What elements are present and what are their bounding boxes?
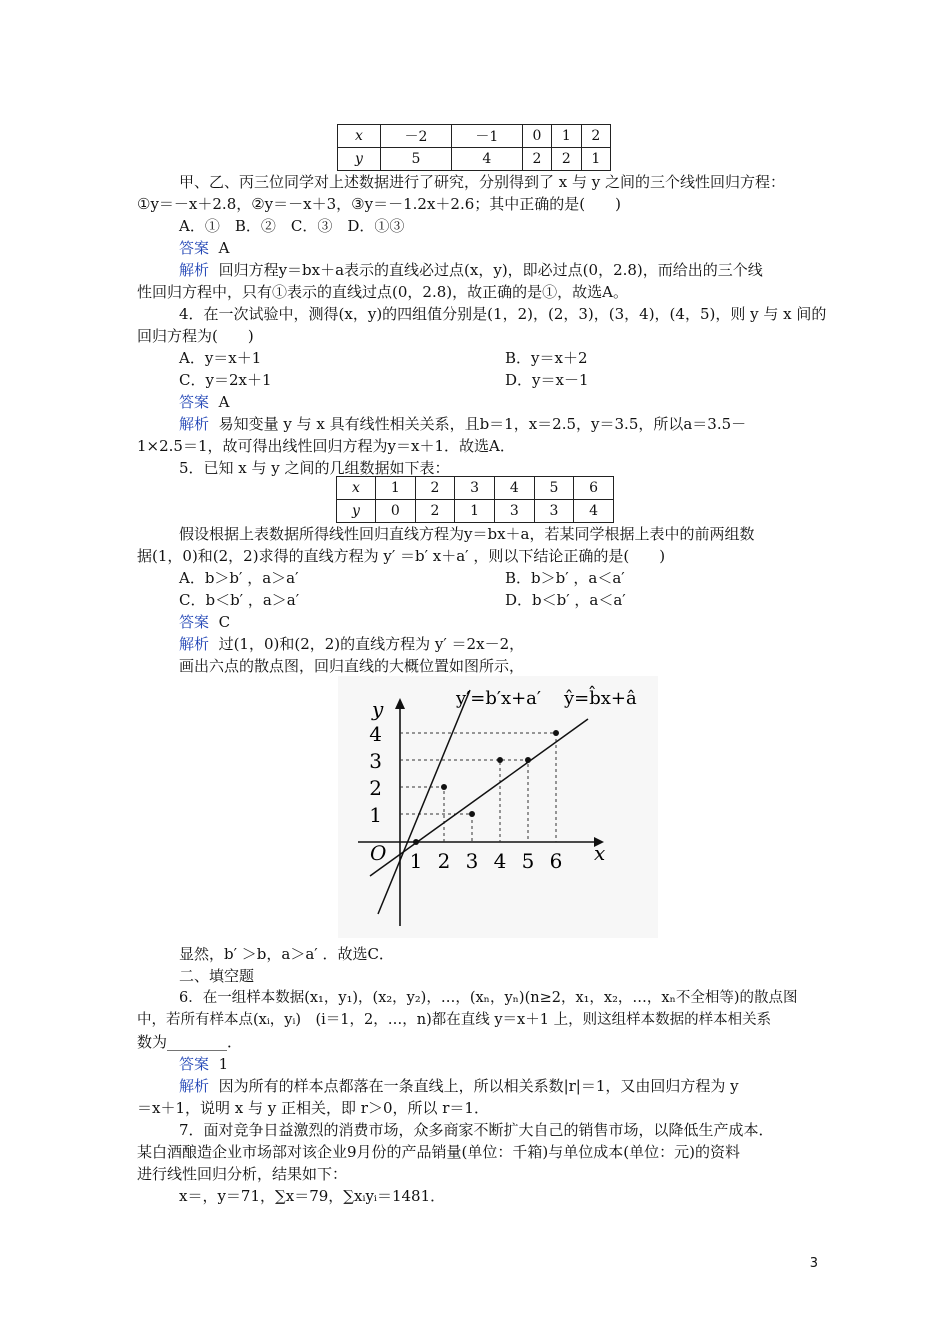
- q3-stem-1: 甲、乙、丙三位同学对上述数据进行了研究，分别得到了 x 与 y 之间的三个线性回归方程：: [179, 173, 786, 191]
- data-point: [525, 757, 531, 763]
- analysis-text: 易知变量 y 与 x 具有线性相关关系，且b＝1，x＝2.5，y＝3.5，所以a＝3.5－: [218, 415, 747, 433]
- analysis-text: 过(1，0)和(2，2)的直线方程为 y′ ＝2x－2，: [218, 635, 525, 653]
- figure-background: [338, 676, 658, 938]
- table1-y-cell: 2: [552, 148, 581, 171]
- table2-x-cell: 4: [494, 477, 534, 500]
- table1-x-cell: 0: [522, 125, 551, 148]
- table2-y-cell: 1: [455, 500, 495, 523]
- q6-stem-3: 数为________．: [137, 1033, 243, 1051]
- q5-option-d: D．b＜b′ ，a＜a′: [505, 591, 626, 609]
- table2-y-cell: 4: [574, 500, 614, 523]
- analysis-text: 回归方程y＝bx＋a表示的直线必过点(x，y)，即必过点(0，2.8)，而给出的三个线: [218, 261, 763, 279]
- table1-x-label: x: [338, 125, 381, 148]
- data-point: [497, 757, 503, 763]
- table2-x-label: x: [337, 477, 376, 500]
- x-tick-label: 5: [521, 849, 535, 873]
- q4-analysis-1: [179, 414, 746, 434]
- line1-label: y′=b′x+a′: [456, 688, 541, 709]
- table1-x-cell: －1: [451, 125, 522, 148]
- q5-analysis-1: [179, 634, 524, 654]
- answer-label: 答案: [179, 1055, 210, 1073]
- data-point: [413, 839, 419, 845]
- q3-answer: [179, 238, 229, 258]
- q4-option-a: A．y＝x＋1: [179, 349, 262, 367]
- analysis-label: 解析: [179, 635, 210, 653]
- table1-y-cell: 2: [522, 148, 551, 171]
- data-point: [441, 784, 447, 790]
- q4-answer: [179, 392, 229, 412]
- table2-x-cell: 5: [534, 477, 574, 500]
- q5-answer: [179, 612, 230, 632]
- q7-stem-3: 进行线性回归分析，结果如下：: [137, 1165, 348, 1183]
- table1-y-cell: 4: [451, 148, 522, 171]
- y-tick-label: 2: [369, 776, 382, 800]
- answer-value: A: [218, 239, 230, 257]
- table2-y-label: y: [337, 500, 376, 523]
- q4-stem-2: 回归方程为( ): [137, 327, 254, 345]
- table2-x-cell: 3: [455, 477, 495, 500]
- page-number: 3: [809, 1256, 818, 1271]
- analysis-label: 解析: [179, 261, 210, 279]
- line2-label: ŷ=b̂x+â: [564, 688, 637, 709]
- analysis-label: 解析: [179, 415, 210, 433]
- table2-x-cell: 1: [376, 477, 416, 500]
- q7-stem-2: 某白酒酿造企业市场部对该企业9月份的产品销量(单位：千箱)与单位成本(单位：元)的资料: [137, 1143, 740, 1161]
- table1-x-cell: 1: [552, 125, 581, 148]
- q5-option-b: B．b＞b′ ，a＜a′: [505, 569, 625, 587]
- q7-stem-1: 7．面对竞争日益激烈的消费市场，众多商家不断扩大自己的销售市场，以降低生产成本．: [179, 1121, 774, 1139]
- x-tick-label: 1: [409, 849, 423, 873]
- answer-value: C: [218, 613, 231, 631]
- x-tick-label: 6: [549, 849, 563, 873]
- table1-x-cell: －2: [381, 125, 452, 148]
- x-tick-label: 2: [437, 849, 451, 873]
- section-title: 二、填空题: [179, 967, 255, 985]
- q3-options: A．① B．② C．③ D．①③: [179, 217, 405, 235]
- table2-y-cell: 0: [376, 500, 416, 523]
- x-tick-label: 3: [465, 849, 479, 873]
- q4-stem-1: 4．在一次试验中，测得(x，y)的四组值分别是(1，2)，(2，3)，(3，4)，(4，5)，则 y 与 x 间的: [179, 305, 827, 323]
- table2-y-cell: 2: [415, 500, 455, 523]
- q5-analysis-2: 画出六点的散点图，回归直线的大概位置如图所示，: [179, 657, 525, 675]
- table2-y-cell: 3: [494, 500, 534, 523]
- y-tick-label: 1: [369, 803, 382, 827]
- q6-analysis-1: [179, 1076, 739, 1096]
- answer-value: A: [218, 393, 230, 411]
- data-point: [553, 730, 559, 736]
- analysis-text: 因为所有的样本点都落在一条直线上，所以相关系数|r|＝1，又由回归方程为 y: [218, 1077, 739, 1095]
- q5-option-c: C．b＜b′ ，a＞a′: [179, 591, 300, 609]
- q3-analysis-2: 性回归方程中，只有①表示的直线过点(0，2.8)，故正确的是①，故选A。: [137, 283, 628, 301]
- data-point: [469, 811, 475, 817]
- q3-stem-2: ①y＝－x＋2.8，②y＝－x＋3，③y＝－1.2x＋2.6；其中正确的是( ): [137, 195, 621, 213]
- data-table-1: [337, 124, 611, 171]
- y-tick-label: 3: [369, 749, 382, 773]
- answer-value: 1: [218, 1055, 229, 1073]
- y-tick-label: 4: [369, 722, 382, 746]
- q4-option-c: C．y＝2x＋1: [179, 371, 272, 389]
- q4-analysis-2: 1×2.5＝1，故可得出线性回归方程为y＝x＋1．故选A．: [137, 437, 515, 455]
- regression-figure: [338, 676, 658, 938]
- answer-label: 答案: [179, 613, 210, 631]
- answer-label: 答案: [179, 393, 210, 411]
- table2-x-cell: 2: [415, 477, 455, 500]
- q6-stem-2: 中，若所有样本点(xᵢ，yᵢ) (i＝1，2，…，n)都在直线 y＝x＋1 上，则这组样本数据的样本相关系: [137, 1012, 772, 1028]
- q6-analysis-2: ＝x＋1，说明 x 与 y 正相关，即 r＞0，所以 r＝1．: [137, 1099, 489, 1117]
- table1-y-label: y: [338, 148, 381, 171]
- q4-option-d: D．y＝x－1: [505, 371, 589, 389]
- q5-text-2: 据(1，0)和(2，2)求得的直线方程为 y′ ＝b′ x＋a′ ，则以下结论正确的是( ): [137, 547, 666, 565]
- q5-stem: 5．已知 x 与 y 之间的几组数据如下表：: [179, 459, 450, 477]
- table1-y-cell: 1: [581, 148, 610, 171]
- table2-y-cell: 3: [534, 500, 574, 523]
- q5-text-1: 假设根据上表数据所得线性回归直线方程为y＝bx＋a，若某同学根据上表中的前两组数: [179, 525, 755, 543]
- table1-x-cell: 2: [581, 125, 610, 148]
- q5-option-a: A．b＞b′ ，a＞a′: [179, 569, 299, 587]
- q7-stem-4: x＝，y＝71，∑x＝79，∑xᵢyᵢ＝1481．: [179, 1187, 446, 1205]
- answer-label: 答案: [179, 239, 210, 257]
- table1-y-cell: 5: [381, 148, 452, 171]
- q3-analysis-1: [179, 260, 763, 280]
- x-axis-label: x: [594, 841, 606, 865]
- q4-option-b: B．y＝x＋2: [505, 349, 588, 367]
- q6-stem-1: 6．在一组样本数据(x₁，y₁)，(x₂，y₂)，…，(xₙ，yₙ)(n≥2，x₁，x₂，…，xₙ不全相等)的散点图: [179, 990, 798, 1006]
- y-axis-label: y: [372, 697, 384, 721]
- table2-x-cell: 6: [574, 477, 614, 500]
- q5-conclusion: 显然，b′ ＞b，a＞a′ ．故选C．: [179, 945, 394, 963]
- q6-answer: [179, 1054, 228, 1074]
- x-tick-label: 4: [493, 849, 507, 873]
- origin-label: O: [370, 841, 387, 865]
- data-table-2: [336, 476, 614, 523]
- analysis-label: 解析: [179, 1077, 210, 1095]
